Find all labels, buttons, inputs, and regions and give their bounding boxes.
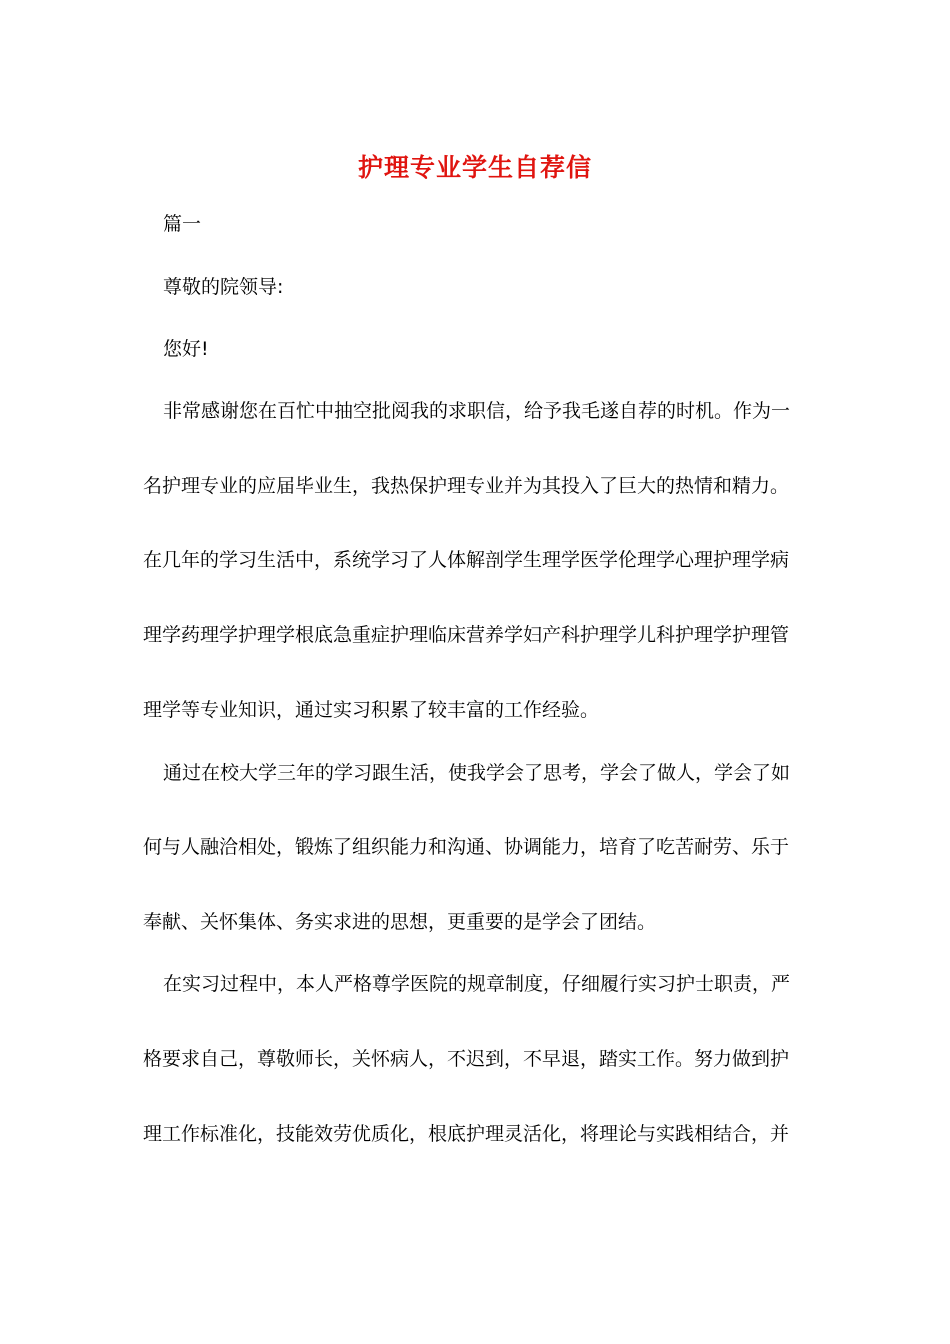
salutation: 尊敬的院领导: [163,276,284,298]
paragraph-2-line-3: 奉献、关怀集体、务实求进的思想，更重要的是学会了团结。 [143,911,657,933]
paragraph-3-line-2: 格要求自己，尊敬师长，关怀病人，不迟到，不早退，踏实工作。努力做到护 [143,1048,790,1070]
paragraph-3-line-1: 在实习过程中，本人严格尊学医院的规章制度，仔细履行实习护士职责，严 [163,973,791,995]
paragraph-1-line-1: 非常感谢您在百忙中抽空批阅我的求职信，给予我毛遂自荐的时机。作为一 [163,400,791,422]
paragraph-1-line-2: 名护理专业的应届毕业生，我热保护理专业并为其投入了巨大的热情和精力。 [143,475,790,497]
paragraph-2-line-1: 通过在校大学三年的学习跟生活，使我学会了思考，学会了做人，学会了如 [163,762,791,784]
paragraph-3-line-3: 理工作标准化，技能效劳优质化，根底护理灵活化，将理论与实践相结合，并 [143,1123,790,1145]
paragraph-1-line-4: 理学药理学护理学根底急重症护理临床营养学妇产科护理学儿科护理学护理管 [143,624,790,646]
greeting: 您好! [163,338,209,360]
paragraph-1-line-5: 理学等专业知识，通过实习积累了较丰富的工作经验。 [143,699,600,721]
section-label: 篇一 [163,213,202,235]
paragraph-2-line-2: 何与人融洽相处，锻炼了组织能力和沟通、协调能力，培育了吃苦耐劳、乐于 [143,836,790,858]
paragraph-1-line-3: 在几年的学习生活中，系统学习了人体解剖学生理学医学伦理学心理护理学病 [143,549,790,571]
document-title: 护理专业学生自荐信 [357,153,592,182]
